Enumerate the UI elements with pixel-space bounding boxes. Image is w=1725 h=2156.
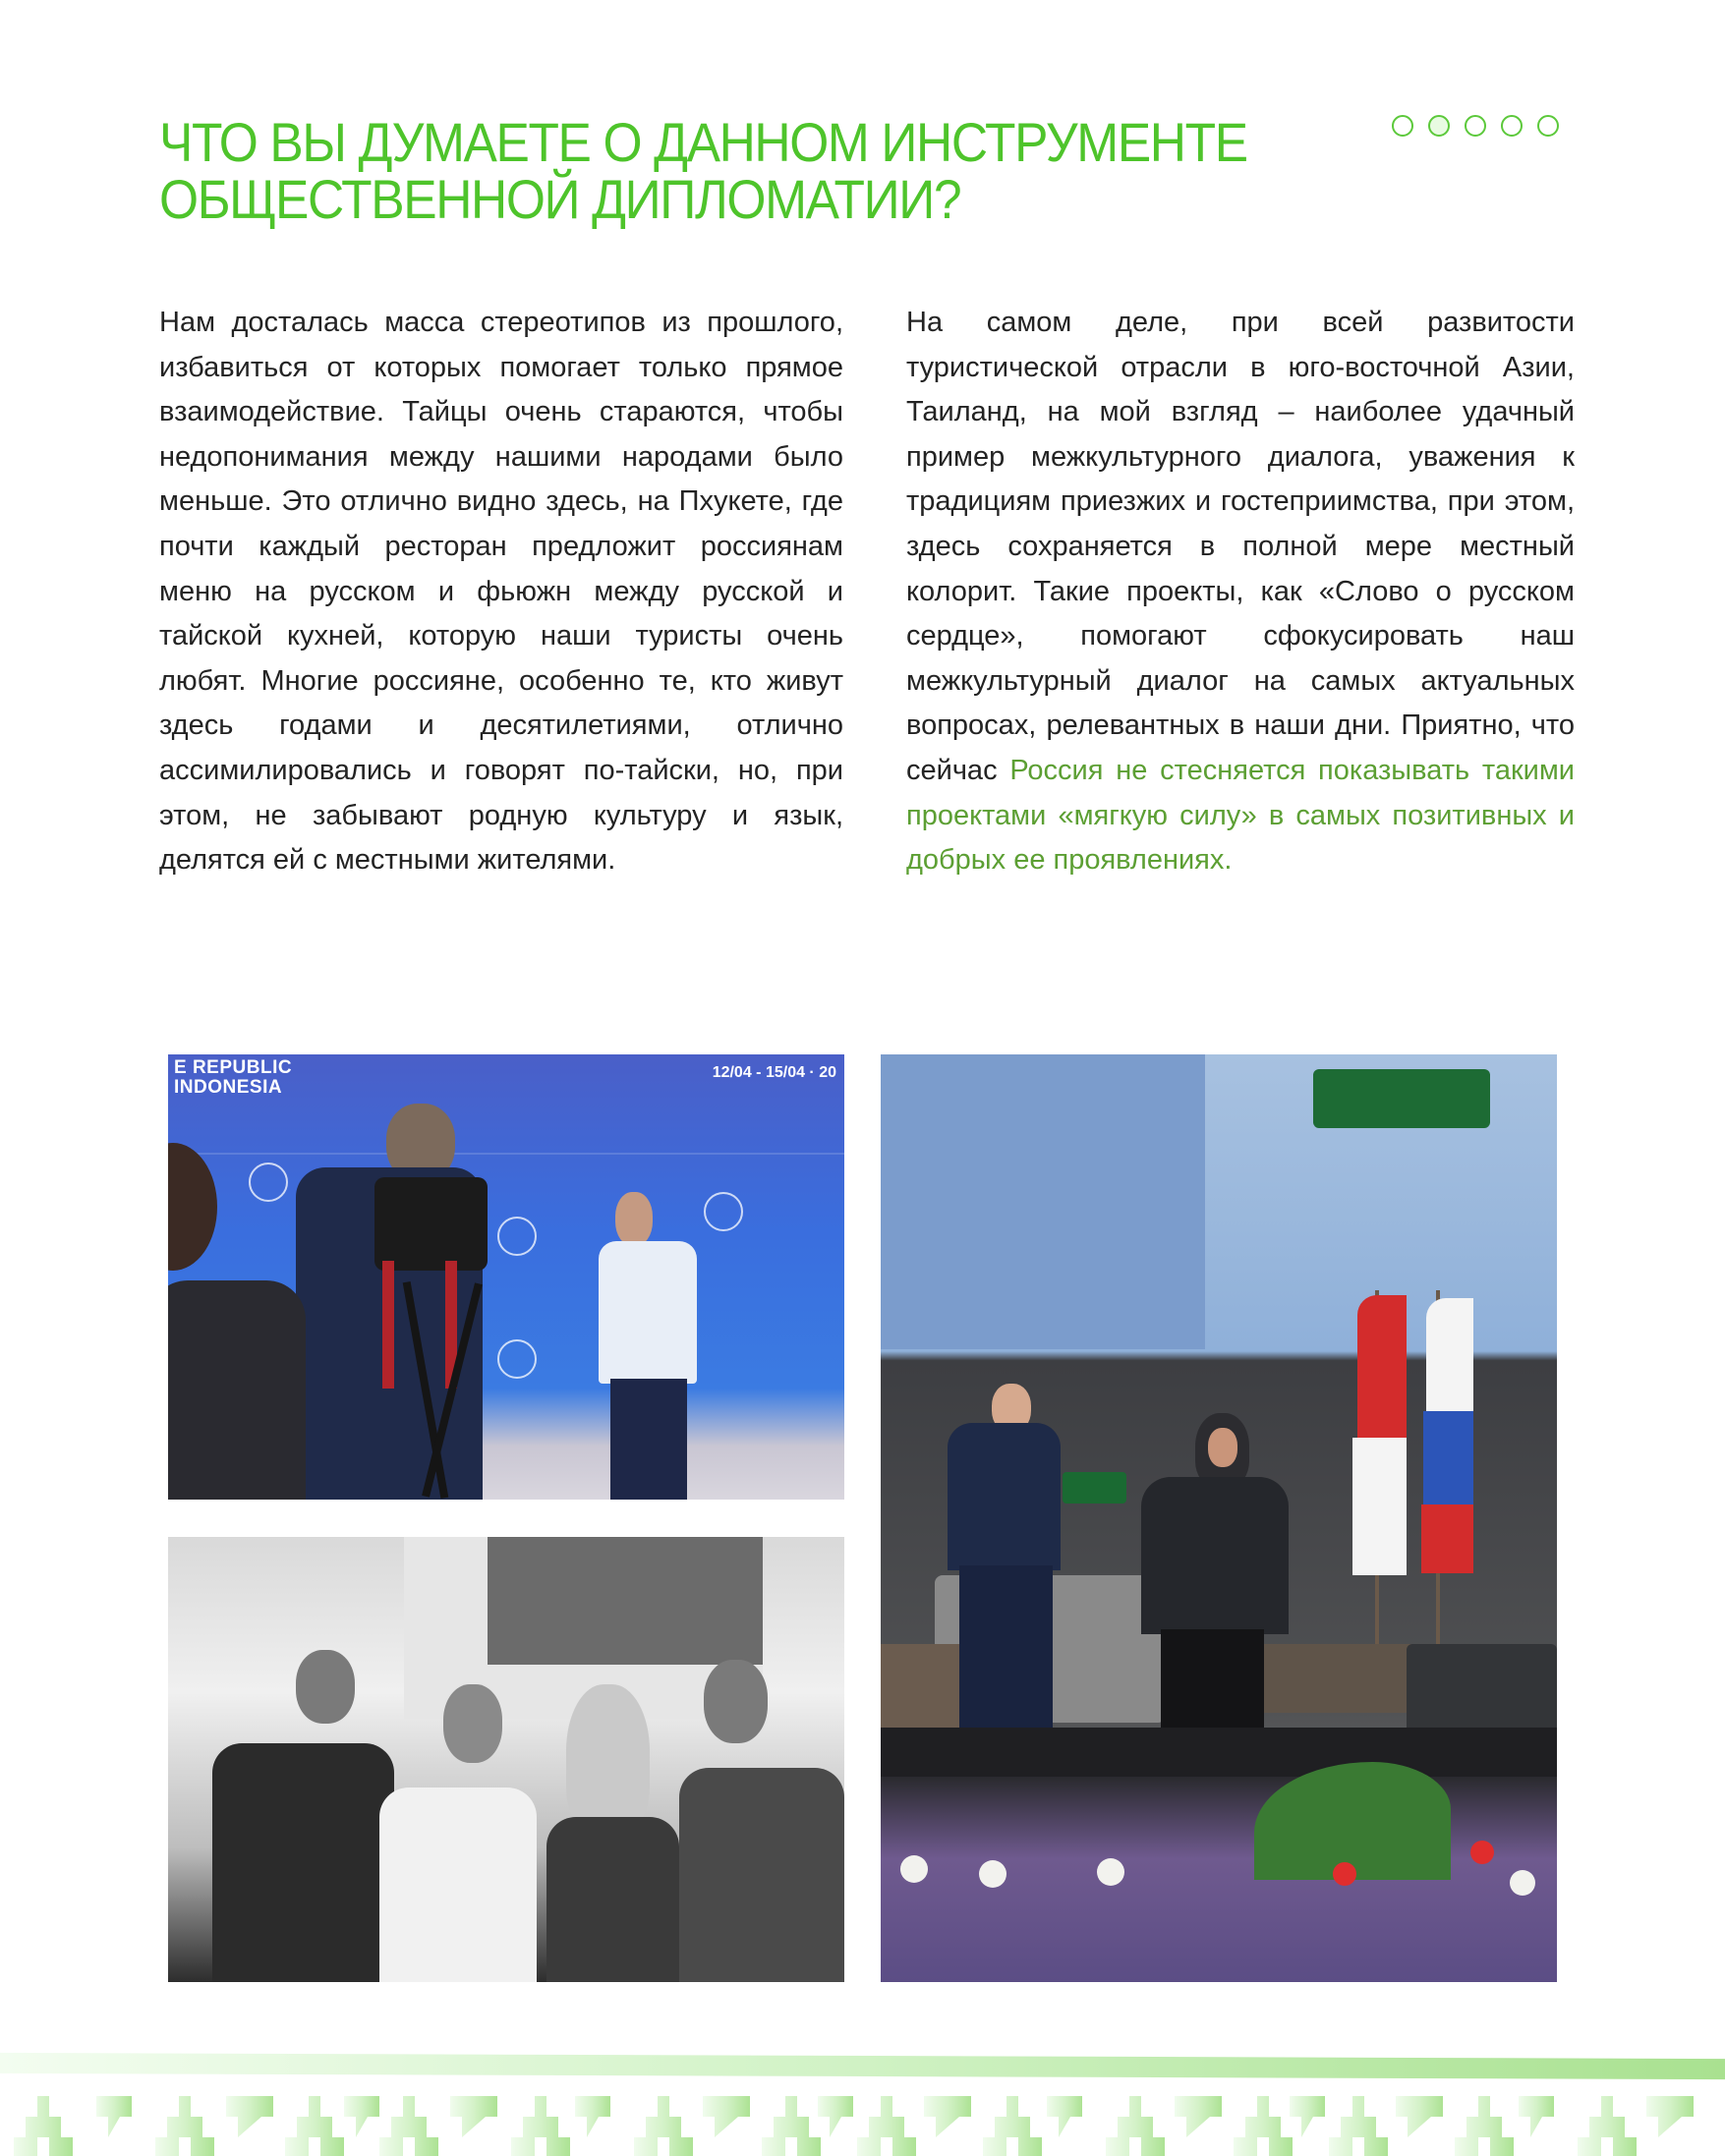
student-batik-dress: [546, 1817, 679, 1982]
man-blazer: [948, 1423, 1061, 1570]
pagination-dot-icon: [1465, 115, 1486, 137]
red-flower: [1333, 1862, 1356, 1886]
white-flower: [979, 1860, 1006, 1888]
foreground-person-body: [168, 1280, 306, 1500]
video-camera: [374, 1177, 488, 1271]
photo-ceremony: [881, 1054, 1557, 1982]
student-white-jacket: [379, 1787, 537, 1982]
photo-students: [168, 1537, 844, 1982]
ornament-funnel-shape: [226, 2096, 273, 2137]
ornament-pyramid-shape: [762, 2096, 821, 2156]
woman-skirt: [1161, 1629, 1264, 1728]
student-batik-shirt: [679, 1768, 844, 1982]
interviewee-trousers: [610, 1379, 687, 1500]
footer-gradient-band: [0, 2053, 1725, 2079]
photo-interview: [168, 1054, 844, 1500]
pagination-dot-active-icon: [1428, 115, 1450, 137]
ornament-pyramid-shape: [511, 2096, 570, 2156]
ornament-pyramid-shape: [155, 2096, 214, 2156]
gift-box: [1063, 1472, 1126, 1504]
ornament-pyramid-shape: [14, 2096, 73, 2156]
indonesia-flag-white: [1352, 1438, 1407, 1575]
ornament-funnel-shape: [96, 2096, 132, 2137]
ornament-funnel-shape: [450, 2096, 497, 2137]
footer-ornament: [0, 2093, 1725, 2156]
white-flower: [900, 1855, 928, 1883]
ornament-funnel-shape: [1646, 2096, 1694, 2137]
russia-flag-white: [1426, 1298, 1473, 1411]
photo-banner-text: [174, 1058, 292, 1098]
screen-gift-box: [1313, 1069, 1490, 1128]
emblem-logo: [249, 1163, 288, 1202]
pagination-dot-icon: [1501, 115, 1523, 137]
ornament-funnel-shape: [818, 2096, 853, 2137]
ornament-pyramid-shape: [983, 2096, 1042, 2156]
left-text-column: [159, 301, 843, 883]
student-hijab: [566, 1684, 650, 1832]
banner-text-line-2: INDONESIA: [174, 1077, 283, 1098]
student-head: [443, 1684, 502, 1763]
ornament-funnel-shape: [1290, 2096, 1325, 2137]
ornament-pyramid-shape: [1234, 2096, 1293, 2156]
right-paragraph-text: На самом деле, при всей развитости туристической отрасли в юго-восточной Азии, Таиланд, на мой взгляд – наиболее удачный пример межкультурного диалога, уважения к традициям приезжих и гостеприимства, при этом, здесь сохраняется в полной мере местный колорит. Такие проекты, как «Слово о русском сердце», помогают сфокусировать наш межкультурный диалог на самых актуальных вопросах, релевантных в наши дни. Приятно, что сейчас: [906, 307, 1575, 786]
ornament-funnel-shape: [924, 2096, 971, 2137]
man-jeans: [959, 1565, 1053, 1728]
ornament-funnel-shape: [575, 2096, 610, 2137]
page-title-line-2: ОБЩЕСТВЕННОЙ ДИПЛОМАТИИ?: [159, 168, 961, 230]
woman-face: [1208, 1428, 1237, 1467]
pagination-dots: [1392, 115, 1559, 137]
sponsor-logo: [704, 1192, 743, 1231]
ornament-funnel-shape: [1047, 2096, 1082, 2137]
white-flower: [1097, 1858, 1124, 1886]
ornament-pyramid-shape: [1106, 2096, 1165, 2156]
student-batik-shirt: [212, 1743, 394, 1982]
ornament-funnel-shape: [703, 2096, 750, 2137]
ornament-pyramid-shape: [1329, 2096, 1388, 2156]
page-title: [159, 111, 1247, 230]
page-title-line-1: ЧТО ВЫ ДУМАЕТЕ О ДАННОМ ИНСТРУМЕНТЕ: [159, 111, 1247, 173]
highlighted-quote: Россия не стесняется показывать такими проектами «мягкую силу» в самых позитивных и добрых ее проявлениях.: [906, 754, 1575, 877]
side-table: [881, 1644, 959, 1732]
ornament-pyramid-shape: [1578, 2096, 1637, 2156]
indonesia-flag-red: [1357, 1295, 1407, 1438]
ornament-pyramid-shape: [857, 2096, 916, 2156]
russia-flag-red: [1421, 1504, 1473, 1573]
pagination-dot-icon: [1537, 115, 1559, 137]
right-paragraph: [906, 301, 1575, 883]
ornament-pyramid-shape: [634, 2096, 693, 2156]
pagination-dot-icon: [1392, 115, 1413, 137]
banner-text-line-1: E REPUBLIC: [174, 1057, 293, 1078]
interviewee-head: [615, 1192, 653, 1246]
ornament-pyramid-shape: [285, 2096, 344, 2156]
white-flower: [1510, 1870, 1535, 1896]
ornament-funnel-shape: [1519, 2096, 1554, 2137]
globe-logo: [497, 1217, 537, 1256]
ornament-funnel-shape: [344, 2096, 379, 2137]
student-head: [296, 1650, 355, 1724]
ornament-pyramid-shape: [1455, 2096, 1514, 2156]
woman-jacket: [1141, 1477, 1289, 1634]
red-flower: [1470, 1841, 1494, 1864]
student-head: [704, 1660, 768, 1743]
ornament-funnel-shape: [1396, 2096, 1443, 2137]
globe-logo: [497, 1339, 537, 1379]
screen-suit: [881, 1054, 1205, 1349]
camera-strap: [382, 1261, 394, 1389]
russia-flag-blue: [1423, 1411, 1473, 1504]
left-paragraph: Нам досталась масса стереотипов из прошлого, избавиться от которых помогает только прямое взаимодействие. Тайцы очень стараются, чтобы недопонимания между нашими народами было меньше. Это отлично видно здесь, на Пхукете, где почти каждый ресторан предложит россиянам меню на русском и фьюжн между русской и тайской кухней, которую наши туристы очень любят. Многие россияне, особенно те, кто живут здесь годами и десятилетиями, отлично ассимилировались и говорят по-тайски, но, при этом, не забывают родную культуру и язык, делятся ей с местными жителями.: [159, 307, 843, 877]
foreground-person-head: [168, 1143, 217, 1271]
interviewee-shirt: [599, 1241, 697, 1384]
screen-image: [488, 1537, 763, 1665]
ornament-pyramid-shape: [379, 2096, 438, 2156]
banner-stripe: [168, 1153, 844, 1155]
banner-date: 12/04 - 15/04 · 20: [712, 1064, 836, 1081]
side-table: [1264, 1644, 1411, 1713]
ornament-funnel-shape: [1175, 2096, 1222, 2137]
right-text-column: [906, 301, 1575, 883]
